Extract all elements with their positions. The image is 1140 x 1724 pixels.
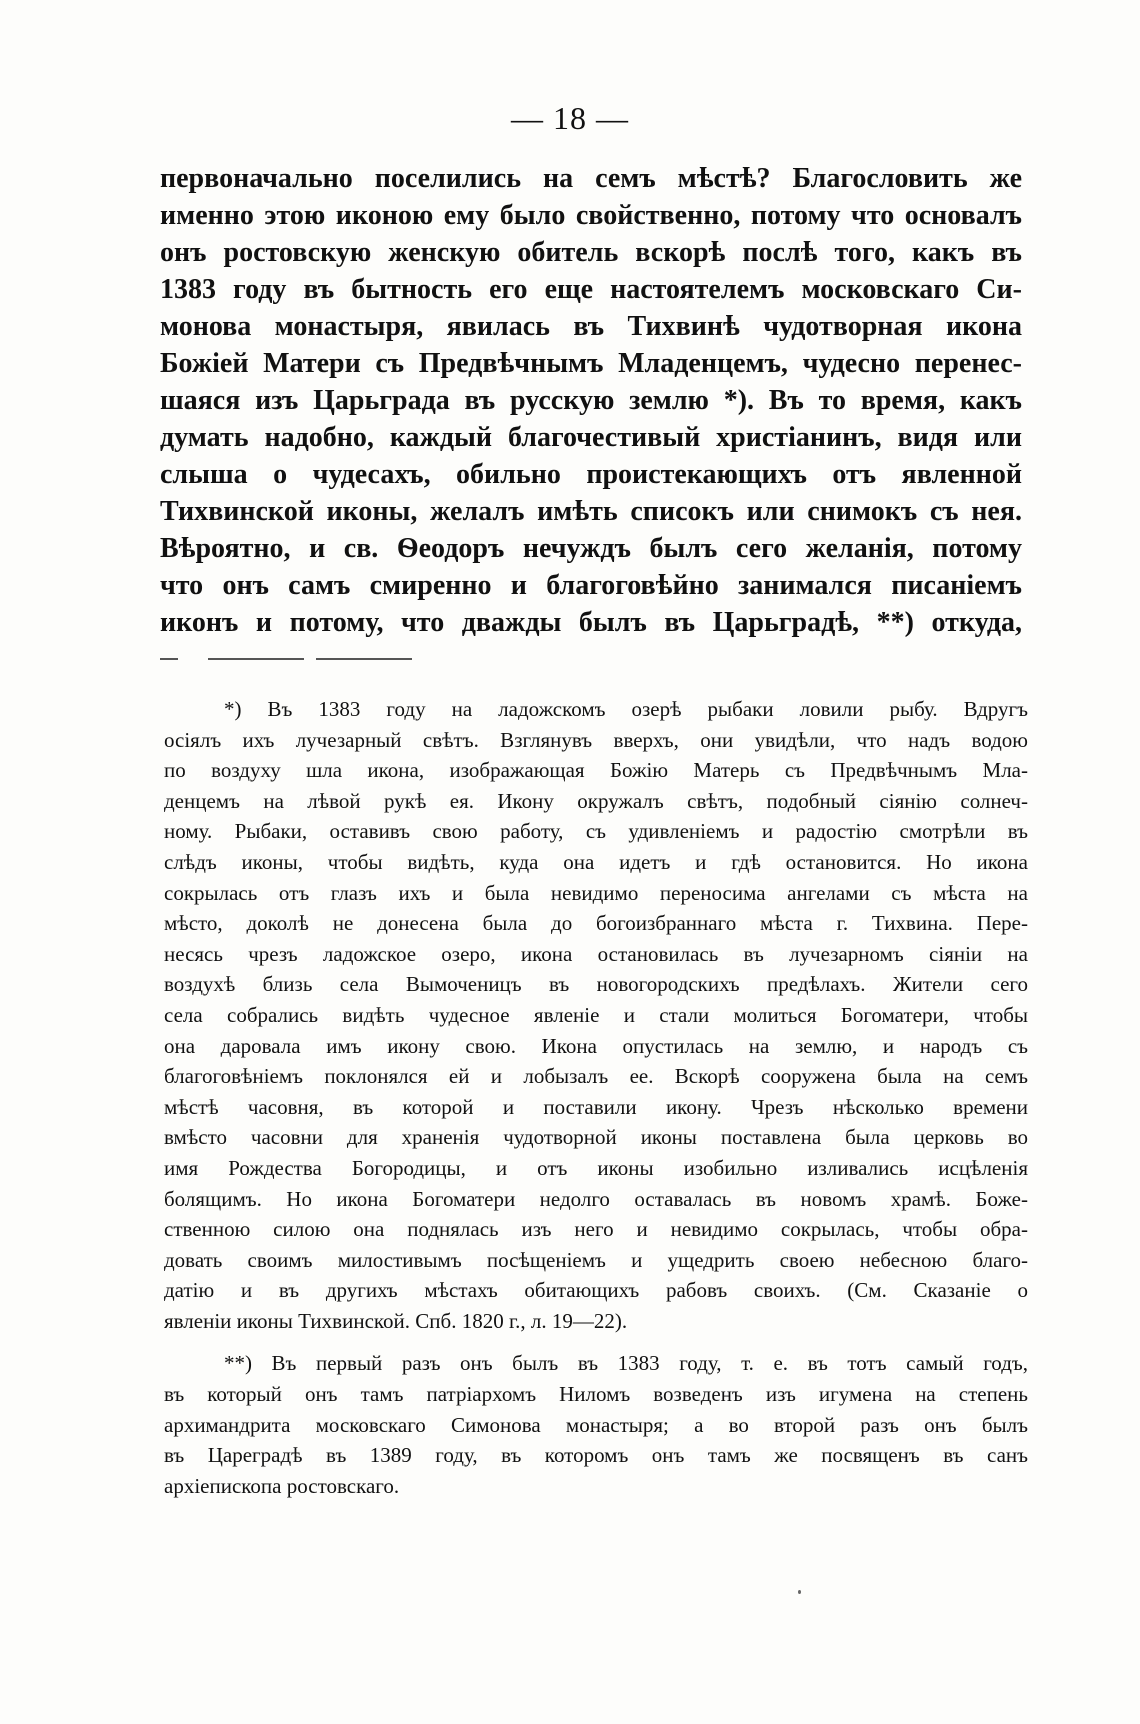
- footnote-line: *) Въ 1383 году на ладожскомъ озерѣ рыбаки ловили рыбу. Вдругъ: [224, 697, 1028, 721]
- main-text-line: шаяся изъ Царьграда въ русскую землю *). Въ то время, какъ: [160, 385, 1022, 416]
- footnote-line: датію и въ другихъ мѣстахъ обитающихъ рабовъ своихъ. (См. Сказаніе о: [164, 1278, 1028, 1303]
- main-text-line: 1383 году въ бытность его еще настоятелемъ московскаго Си-: [160, 274, 1022, 305]
- footnote-line: сокрылась отъ глазъ ихъ и была невидимо переносима ангелами съ мѣста на: [164, 880, 1028, 905]
- main-text-line: монова монастыря, явилась въ Тихвинѣ чудотворная икона: [160, 311, 1022, 342]
- footnote-separator: [160, 658, 412, 660]
- footnote-line: имя Рождества Богородицы, и отъ иконы изобильно изливались исцѣленія: [164, 1155, 1028, 1180]
- footnote-line: ственною силою она поднялась изъ него и невидимо сокрылась, чтобы обра-: [164, 1217, 1028, 1242]
- main-text-line: думать надобно, каждый благочестивый христіанинъ, видя или: [160, 422, 1022, 453]
- footnote-line: несясь чрезъ ладожское озеро, икона остановилась въ лучезарномъ сіяніи на: [164, 941, 1028, 966]
- main-text-line: иконъ и потому, что дважды былъ въ Царьградѣ, **) откуда,: [160, 607, 1022, 638]
- page-number: — 18 —: [511, 100, 629, 136]
- footnote-line: **) Въ первый разъ онъ былъ въ 1383 году, т. е. въ тотъ самый годъ,: [224, 1351, 1028, 1376]
- footnote-line: она даровала имъ икону свою. Икона опустилась на землю, и народъ съ: [164, 1033, 1028, 1058]
- print-speck: [798, 1590, 801, 1594]
- footnotes: [164, 694, 1028, 1501]
- footnote-line: благоговѣніемъ поклонялся ей и лобызалъ ее. Вскорѣ сооружена была на семъ: [164, 1064, 1028, 1089]
- footnote-line: осіялъ ихъ лучезарный свѣтъ. Взглянувъ вверхъ, они увидѣли, что надъ водою: [164, 727, 1028, 752]
- footnote-line: ному. Рыбаки, оставивъ свою работу, съ удивленіемъ и радостію смотрѣли въ: [164, 819, 1028, 844]
- footnote-line: денцемъ на лѣвой рукѣ ея. Икону окружалъ свѣтъ, подобный сіянію солнеч-: [164, 788, 1028, 813]
- footnote-2: [164, 1348, 1028, 1501]
- main-text-line: что онъ самъ смиренно и благоговѣйно занимался писаніемъ: [160, 570, 1022, 601]
- footnote-line: вмѣсто часовни для храненія чудотворной иконы поставлена была церковь во: [164, 1125, 1028, 1150]
- main-text-line: именно этою иконою ему было свойственно, потому что основалъ: [160, 200, 1022, 231]
- footnote-line: въ который онъ тамъ патріархомъ Ниломъ возведенъ изъ игумена на степень: [164, 1382, 1028, 1407]
- footnote-line: явленіи иконы Тихвинской. Спб. 1820 г., л. 19—22).: [164, 1308, 628, 1333]
- main-text-line: онъ ростовскую женскую обитель вскорѣ послѣ того, какъ въ: [160, 237, 1022, 268]
- main-text-line: первоначально поселились на семъ мѣстѣ? Благословить же: [160, 163, 1022, 194]
- footnote-line: мѣстѣ часовня, въ которой и поставили икону. Чрезъ нѣсколько времени: [164, 1094, 1028, 1119]
- main-text-line: слыша о чудесахъ, обильно проистекающихъ отъ явленной: [160, 459, 1022, 490]
- footnote-line: въ Цареградѣ въ 1389 году, въ которомъ онъ тамъ же посвященъ въ санъ: [164, 1443, 1028, 1468]
- footnote-line: болящимъ. Но икона Богоматери недолго оставалась въ новомъ храмѣ. Боже-: [164, 1186, 1028, 1211]
- footnote-line: воздухѣ близь села Вымоченицъ въ новогородскихъ предѣлахъ. Жители сего: [164, 972, 1028, 997]
- footnote-line: слѣдъ иконы, чтобы видѣть, куда она идетъ и гдѣ остановится. Но икона: [164, 849, 1028, 874]
- main-text: [160, 160, 1022, 641]
- footnote-line: села собрались видѣть чудесное явленіе и стали молиться Богоматери, чтобы: [164, 1002, 1028, 1027]
- main-text-line: Вѣроятно, и св. Ѳеодоръ нечуждъ былъ сего желанія, потому: [160, 533, 1022, 564]
- footnote-line: довать своимъ милостивымъ посѣщеніемъ и ущедрить своею небесною благо-: [164, 1247, 1028, 1272]
- footnote-line: архимандрита московскаго Симонова монастыря; а во второй разъ онъ былъ: [164, 1412, 1028, 1437]
- main-text-line: Божіей Матери съ Предвѣчнымъ Младенцемъ, чудесно перенес-: [160, 348, 1022, 379]
- footnote-1: [164, 694, 1028, 1336]
- footnote-line: мѣсто, доколѣ не донесена была до богоизбраннаго мѣста г. Тихвина. Пере-: [164, 911, 1028, 936]
- footnote-line: по воздуху шла икона, изображающая Божію Матерь съ Предвѣчнымъ Мла-: [164, 758, 1028, 783]
- main-text-line: Тихвинской иконы, желалъ имѣть списокъ или снимокъ съ нея.: [160, 496, 1022, 527]
- footnote-line: архіепископа ростовскаго.: [164, 1473, 400, 1498]
